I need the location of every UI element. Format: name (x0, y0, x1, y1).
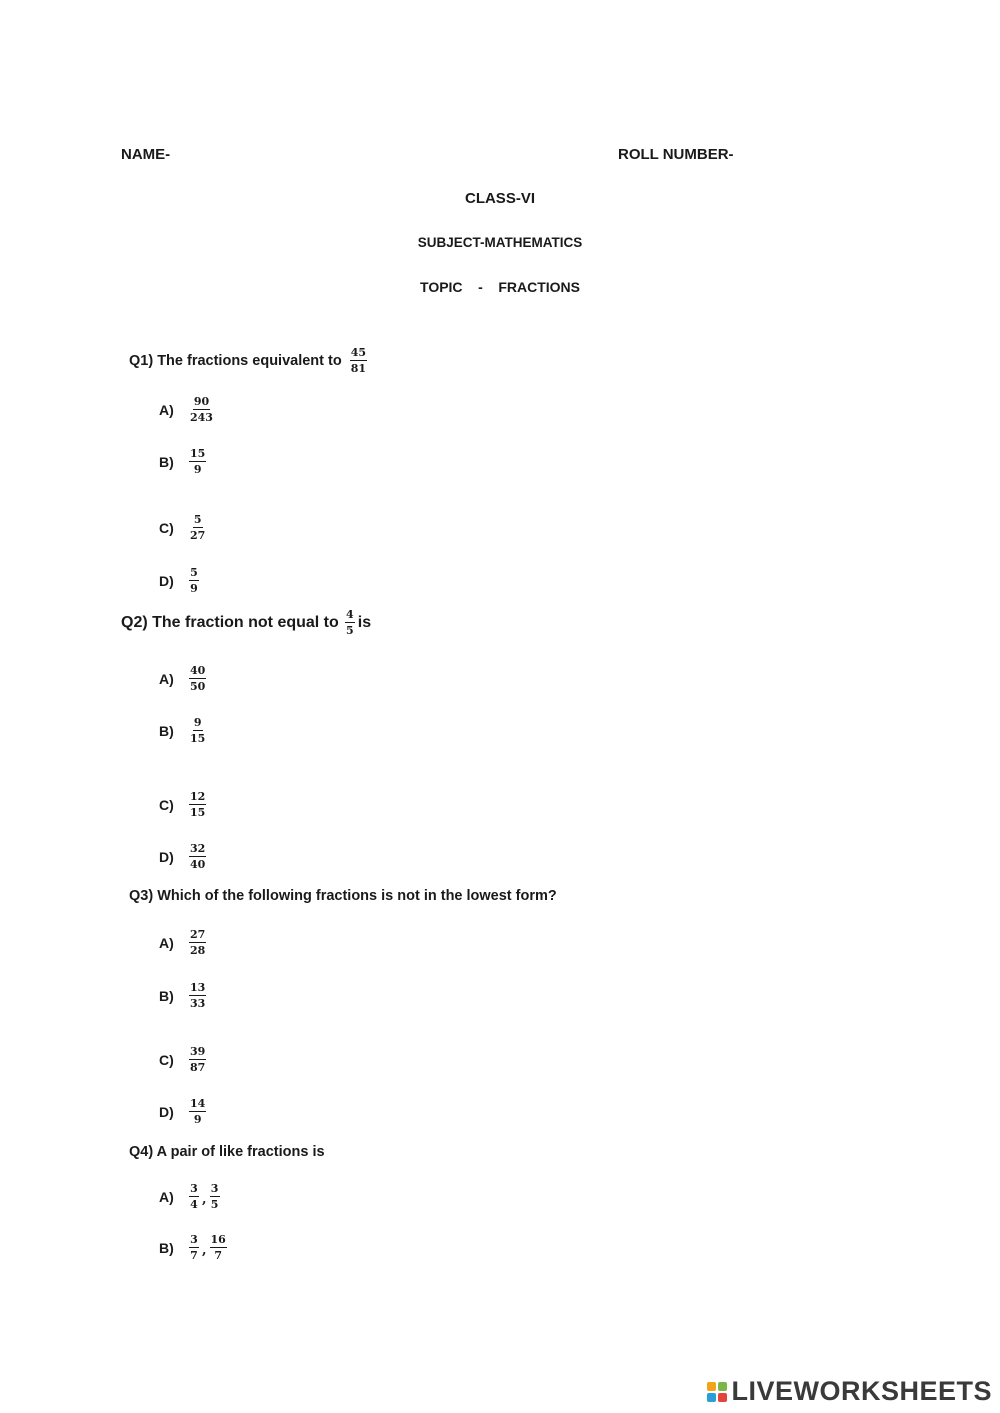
q4-option-b[interactable] (159, 1234, 227, 1261)
option-label: C) (159, 519, 174, 536)
fraction-denominator: 87 (190, 1061, 206, 1074)
fraction-numerator: 39 (190, 1045, 206, 1058)
q2-option-b[interactable] (159, 717, 206, 744)
option-fraction (189, 929, 206, 956)
q3-option-d[interactable] (159, 1098, 206, 1125)
option-fraction (189, 791, 206, 818)
fraction-denominator: 9 (193, 463, 202, 476)
q4-option-a[interactable] (159, 1183, 220, 1210)
question-3-text: Q3) Which of the following fractions is not in the lowest form? (129, 888, 557, 904)
fraction-numerator: 15 (190, 447, 206, 460)
question-2 (121, 609, 371, 636)
question-4 (129, 1144, 325, 1160)
option-fraction-first (189, 1183, 199, 1210)
option-label: B) (159, 1239, 174, 1256)
fraction-numerator: 3 (210, 1182, 219, 1195)
fraction-numerator: 3 (190, 1233, 198, 1246)
roll-number-label: ROLL NUMBER- (618, 146, 734, 163)
option-fraction-first (189, 1234, 199, 1261)
name-label: NAME- (121, 146, 171, 163)
fraction-numerator: 12 (190, 790, 206, 803)
option-fraction (189, 514, 206, 541)
fraction-denominator: 33 (190, 997, 206, 1010)
logo-text: LIVEWORKSHEETS (731, 1376, 992, 1406)
option-fraction-second (210, 1183, 220, 1210)
logo-square (718, 1382, 727, 1391)
fraction-numerator: 3 (190, 1182, 198, 1195)
fraction-separator: , (202, 1192, 207, 1207)
fraction-numerator: 9 (193, 716, 202, 729)
q1-option-c[interactable] (159, 514, 206, 541)
fraction-denominator: 50 (190, 680, 206, 693)
option-label: C) (159, 796, 174, 813)
liveworksheets-logo-icon (707, 1382, 727, 1402)
fraction-numerator: 40 (190, 664, 206, 677)
fraction-numerator: 14 (190, 1097, 206, 1110)
question-1 (129, 347, 371, 374)
fraction-denominator: 15 (190, 806, 206, 819)
q1-option-d[interactable] (159, 567, 199, 594)
option-fraction (189, 1098, 206, 1125)
q1-option-a[interactable] (159, 396, 214, 423)
option-fraction (189, 982, 206, 1009)
fraction-denominator: 243 (190, 411, 213, 424)
option-fraction (189, 448, 206, 475)
option-fraction (189, 665, 206, 692)
option-label: D) (159, 572, 174, 589)
option-fraction (189, 396, 214, 423)
fraction-denominator: 15 (190, 732, 206, 745)
logo-square (707, 1382, 716, 1391)
option-label: A) (159, 401, 174, 418)
fraction-numerator: 27 (190, 928, 206, 941)
class-label: CLASS-VI (464, 190, 535, 207)
fraction-numerator: 16 (210, 1233, 226, 1246)
question-2-text: Q2) The fraction not equal to (121, 613, 339, 631)
fraction-denominator: 9 (190, 582, 198, 595)
fraction-denominator: 9 (193, 1113, 202, 1126)
subject-label: SUBJECT-MATHEMATICS (417, 235, 583, 250)
fraction-denominator: 81 (350, 362, 367, 375)
q3-option-b[interactable] (159, 982, 206, 1009)
question-2-suffix: is (357, 613, 372, 631)
option-fraction (189, 843, 206, 870)
liveworksheets-logo[interactable] (707, 1376, 992, 1407)
fraction-denominator: 27 (190, 529, 206, 542)
option-fraction (189, 567, 199, 594)
q2-option-d[interactable] (159, 843, 206, 870)
option-fraction (189, 717, 206, 744)
q3-option-c[interactable] (159, 1046, 206, 1073)
fraction-numerator: 45 (350, 346, 367, 359)
q2-option-a[interactable] (159, 665, 206, 692)
option-label: B) (159, 722, 174, 739)
question-1-fraction (350, 347, 367, 374)
logo-square (707, 1393, 716, 1402)
q1-option-b[interactable] (159, 448, 206, 475)
fraction-separator: , (202, 1243, 207, 1258)
option-fraction (189, 1046, 206, 1073)
fraction-denominator: 7 (190, 1249, 198, 1262)
option-label: A) (159, 934, 174, 951)
option-label: D) (159, 1103, 174, 1120)
q3-option-a[interactable] (159, 929, 206, 956)
option-label: B) (159, 453, 174, 470)
logo-square (718, 1393, 727, 1402)
fraction-denominator: 40 (190, 858, 206, 871)
fraction-denominator: 5 (210, 1198, 219, 1211)
question-3 (129, 888, 557, 904)
topic-label: TOPIC - FRACTIONS (420, 279, 580, 295)
question-2-fraction (345, 609, 355, 636)
option-label: A) (159, 670, 174, 687)
fraction-numerator: 4 (345, 608, 354, 621)
option-label: B) (159, 987, 174, 1004)
fraction-denominator: 7 (214, 1249, 223, 1262)
fraction-denominator: 4 (190, 1198, 198, 1211)
q2-option-c[interactable] (159, 791, 206, 818)
option-label: C) (159, 1051, 174, 1068)
fraction-numerator: 13 (190, 981, 206, 994)
question-4-text: Q4) A pair of like fractions is (129, 1144, 325, 1160)
fraction-numerator: 32 (190, 842, 206, 855)
fraction-numerator: 90 (193, 395, 210, 408)
question-1-text: Q1) The fractions equivalent to (129, 352, 342, 369)
fraction-denominator: 5 (345, 624, 354, 637)
fraction-denominator: 28 (190, 944, 206, 957)
fraction-numerator: 5 (193, 513, 202, 526)
option-label: A) (159, 1188, 174, 1205)
option-fraction-second (210, 1234, 227, 1261)
option-label: D) (159, 848, 174, 865)
fraction-numerator: 5 (190, 566, 198, 579)
